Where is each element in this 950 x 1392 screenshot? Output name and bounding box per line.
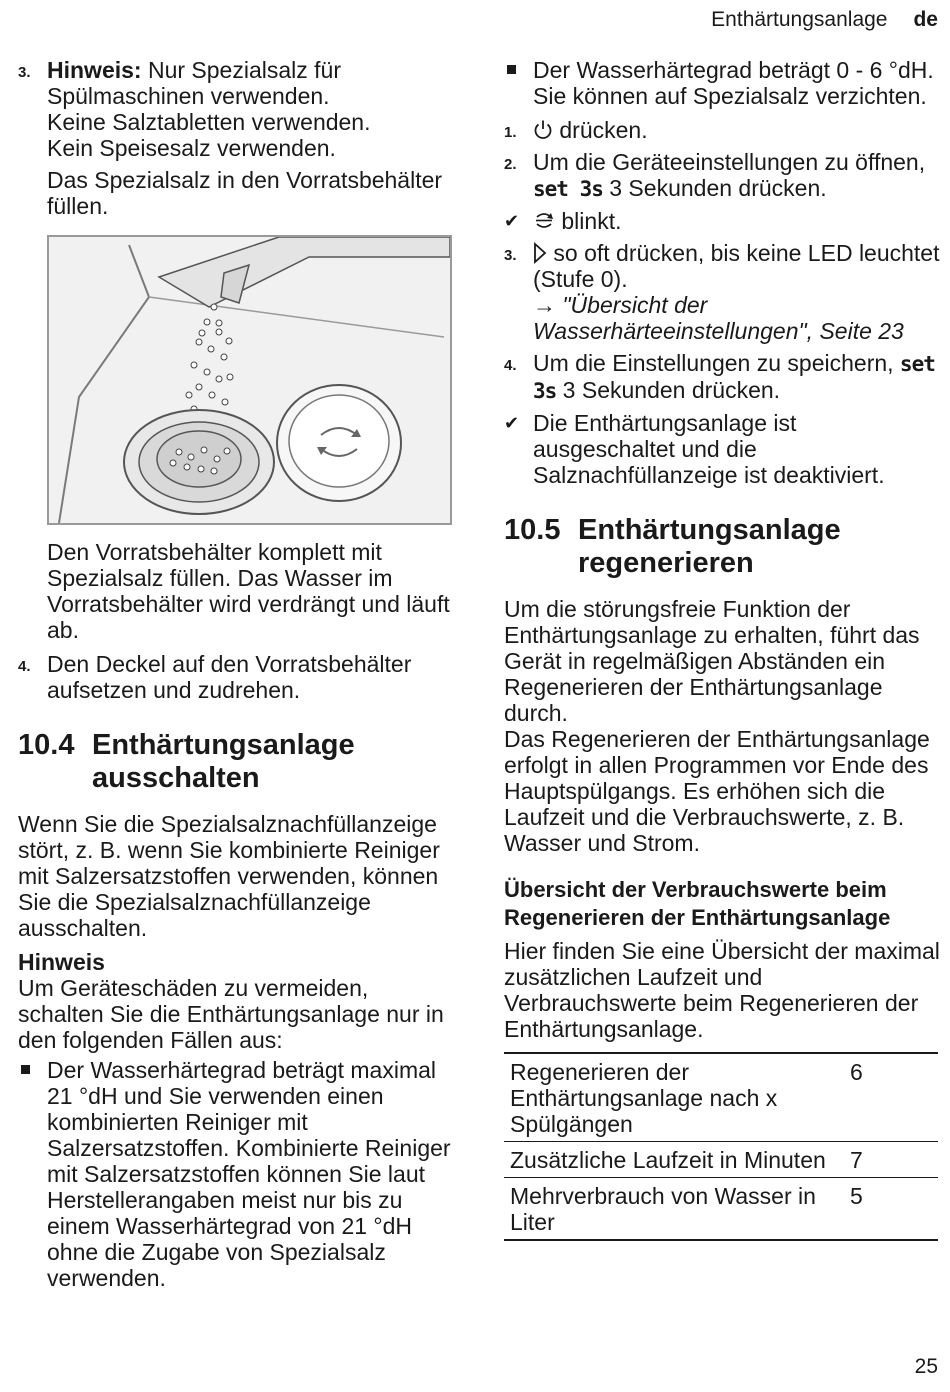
page-number: 25 xyxy=(914,1355,938,1378)
step-4-save-settings xyxy=(504,350,940,404)
section-para-1: Um die störungsfreie Funktion der Enthärtungsanlage zu erhalten, führt das Gerät in regelmäßigen Abständen ein Regenerieren der Enthärtungsanlage durch. xyxy=(504,596,920,726)
step-3-salt xyxy=(18,57,453,161)
bullet-marker xyxy=(21,1065,30,1074)
step-text: Den Deckel auf den Vorratsbehälter aufsetzen und zudrehen. xyxy=(47,651,412,703)
section-heading-10-5 xyxy=(504,514,940,580)
page-header xyxy=(711,8,938,32)
step-4-lid xyxy=(18,651,453,703)
section-number: 10.5 xyxy=(504,514,561,546)
step-2-open-settings xyxy=(504,149,940,202)
table-row xyxy=(504,1178,938,1241)
step-text-pre: Um die Einstellungen zu speichern, xyxy=(533,350,900,376)
section-title: Enthärtungsanlage ausschalten xyxy=(92,729,355,794)
step-number: 1. xyxy=(504,124,517,141)
consumption-subheading: Übersicht der Verbrauchswerte beim Regenerieren der Enthärtungsanlage xyxy=(504,877,891,930)
note-text: Um Geräteschäden zu vermeiden, schalten Sie die Enthärtungsanlage nur in den folgenden Fällen aus: xyxy=(18,975,444,1053)
power-icon xyxy=(533,119,553,141)
header-section: Enthärtungsanlage xyxy=(711,8,888,31)
bullet-marker xyxy=(507,65,516,74)
table-cell-label: Regenerieren der Enthärtungsanlage nach x Spülgängen xyxy=(504,1053,844,1142)
step-number: 4. xyxy=(504,357,517,374)
set-3s-key-label: set 3s xyxy=(533,177,603,201)
cross-reference: → "Übersicht der Wasserhärteeinstellungen", Seite 23 xyxy=(533,292,904,344)
salt-filling-illustration xyxy=(47,235,452,525)
list-item xyxy=(504,57,940,109)
checkmark-icon: ✔ xyxy=(504,211,520,231)
step-number: 3. xyxy=(18,64,31,81)
step-text-post: 3 Sekunden drücken. xyxy=(556,377,781,403)
bullet-text: Der Wasserhärtegrad beträgt maximal 21 °dH und Sie verwenden einen kombinierten Reiniger mit Salzersatzstoffen. Kombinierte Reiniger mit Salzersatzstoffen können Sie laut Herstellerangaben meist nur bis zu einem Wasserhärtegrad von 21 °dH ohne die Zugabe von Spezialsalz verwenden. xyxy=(47,1057,451,1291)
salt-indicator-icon xyxy=(533,210,555,232)
left-column xyxy=(18,57,453,1297)
hint-text: Nur Spezialsalz für Spülmaschinen verwenden. xyxy=(47,57,341,109)
header-language: de xyxy=(913,8,938,31)
step-text-pre: Um die Geräteeinstellungen zu öffnen, xyxy=(533,149,926,175)
hint-line-3: Kein Speisesalz verwenden. xyxy=(47,135,336,161)
list-item xyxy=(18,1057,453,1291)
section-number: 10.4 xyxy=(18,729,75,761)
fill-instruction: Das Spezialsalz in den Vorratsbehälter füllen. xyxy=(47,167,443,219)
table-cell-value: 7 xyxy=(844,1142,938,1178)
set-3s-key-label: set 3s xyxy=(533,352,935,403)
step-text: drücken. xyxy=(553,117,648,143)
result-text: Die Enthärtungsanlage ist ausgeschaltet und die Salznachfüllanzeige ist deaktiviert. xyxy=(533,410,885,488)
section-heading-10-4 xyxy=(18,729,453,795)
next-arrow-icon xyxy=(533,242,547,264)
right-column xyxy=(504,57,940,1241)
step-number: 3. xyxy=(504,247,517,264)
section-para-2: Das Regenerieren der Enthärtungsanlage erfolgt in allen Programmen vor Ende des Hauptspülgangs. Es erhöhen sich die Laufzeit und die Verbrauchswerte, z. B. Wasser und Strom. xyxy=(504,726,930,856)
after-figure-text: Den Vorratsbehälter komplett mit Spezialsalz füllen. Das Wasser im Vorratsbehälter wird verdrängt und läuft ab. xyxy=(47,539,450,643)
consumption-table xyxy=(504,1052,938,1241)
step-3-select-level xyxy=(504,240,940,344)
table-intro: Hier finden Sie eine Übersicht der maximal zusätzlichen Laufzeit und Verbrauchswerte beim Regenerieren der Enthärtungsanlage. xyxy=(504,938,940,1042)
step-1-power xyxy=(504,117,940,143)
step-number: 4. xyxy=(18,658,31,675)
table-row xyxy=(504,1142,938,1178)
note-title: Hinweis xyxy=(18,949,105,975)
result-deactivated xyxy=(504,410,940,488)
table-cell-value: 5 xyxy=(844,1178,938,1241)
checkmark-icon: ✔ xyxy=(504,413,520,433)
table-row xyxy=(504,1053,938,1142)
table-cell-value: 6 xyxy=(844,1053,938,1142)
step-text: so oft drücken, bis keine LED leuchtet (Stufe 0). xyxy=(533,240,940,292)
table-cell-label: Mehrverbrauch von Wasser in Liter xyxy=(504,1178,844,1241)
table-cell-label: Zusätzliche Laufzeit in Minuten xyxy=(504,1142,844,1178)
hint-line-2: Keine Salztabletten verwenden. xyxy=(47,109,371,135)
bullet-text: Der Wasserhärtegrad beträgt 0 - 6 °dH. Sie können auf Spezialsalz verzichten. xyxy=(533,57,934,109)
section-title: Enthärtungsanlage regenerieren xyxy=(578,514,841,579)
section-intro: Wenn Sie die Spezialsalznachfüllanzeige stört, z. B. wenn Sie kombinierte Reiniger mit Salzersatzstoffen verwenden, können Sie die Spezialsalznachfüllanzeige ausschalten. xyxy=(18,811,440,941)
result-salt-blinks xyxy=(504,208,940,234)
step-text-post: 3 Sekunden drücken. xyxy=(602,175,827,201)
step-number: 2. xyxy=(504,156,517,173)
hint-label: Hinweis: xyxy=(47,57,142,83)
result-text: blinkt. xyxy=(555,208,622,234)
